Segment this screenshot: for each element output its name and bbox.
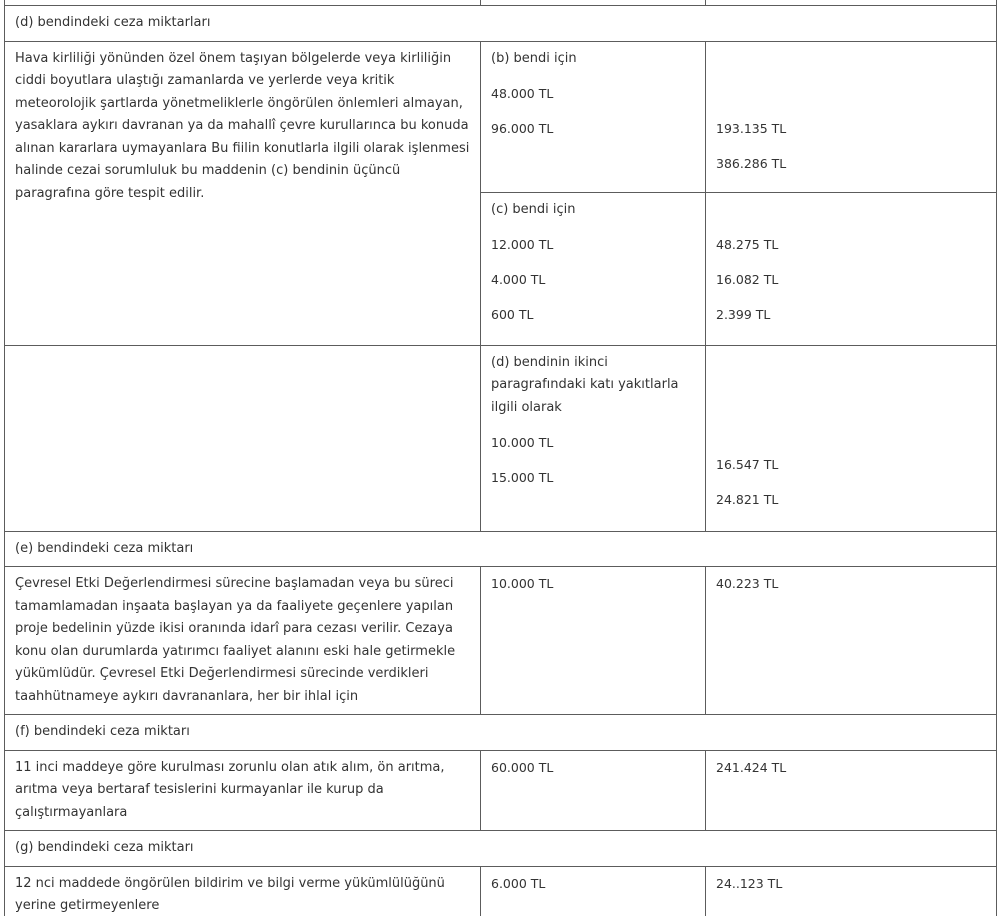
old-amount: 10.000 TL [491,435,554,450]
old-amount: 6.000 TL [491,875,546,891]
new-amount: 24..123 TL [716,875,783,891]
section-heading-row [5,715,997,751]
description-text: Hava kirliliği yönünden özel önem taşıyan bölgelerde veya kirliliğin ciddi boyutlara ulaştığı zamanlarda ve yerlerde veya kritik meteorolojik şartlarda yönetmeliklerle öngörülen önlemleri almayan, yasaklara aykırı davranan ya da mahallî çevre kurullarınca bu konuda alınan kararlara uymayanlara Bu fiilin konutlarla ilgili olarak işlenmesi halinde cezai sorumluluk bu maddenin (c) bendinin üçüncü paragrafına göre tespit edilir. [15,50,470,201]
section-heading-g: (g) bendindeki ceza miktarı [5,831,997,867]
old-amount: 15.000 TL [491,470,554,485]
new-amount-cell [706,866,997,916]
description-text: Çevresel Etki Değerlendirmesi sürecine başlamadan veya bu süreci tamamlamadan inşaata başlayan ya da faaliyete geçenlere yapılan proje bedelinin yüzde ikisi oranında idarî para cezası verilir. Cezaya konu olan durumlarda yatırımcı faaliyet alanını eski hale getirmekle yükümlüdür. Çevresel Etki Değerlendirmesi sürecinde verdikleri taahhütnameye aykırı davrananlara, her bir ihlal için [15,576,456,704]
new-amount: 2.399 TL [716,306,771,322]
description-text: 12 nci maddede öngörülen bildirim ve bilgi verme yükümlülüğünü yerine getirmeyenlere [15,875,445,913]
description-text: 11 inci maddeye göre kurulması zorunlu olan atık alım, ön arıtma, arıtma veya bertaraf tesislerini kurmayanlar ile kurup da çalıştırmayanlara [15,759,445,820]
old-amount: 48.000 TL [491,86,554,101]
section-heading-row [5,831,997,867]
new-amount: 241.424 TL [716,759,787,775]
table-row [5,750,997,831]
description-cell [5,41,481,345]
new-amount: 16.547 TL [716,456,779,472]
description-cell [5,750,481,831]
old-amount: 10.000 TL [491,576,554,591]
new-amount-cell [706,750,997,831]
penalty-table [4,0,997,916]
old-amount-cell [481,192,706,345]
old-amount: 600 TL [491,307,534,322]
new-amount: 16.082 TL [716,271,779,287]
description-cell [5,866,481,916]
section-heading-f: (f) bendindeki ceza miktarı [5,715,997,751]
subsection-label: (b) bendi için [491,50,577,66]
old-amount-cell [481,866,706,916]
new-amount-cell [706,567,997,715]
description-cell [5,567,481,715]
new-amount: 24.821 TL [716,491,779,507]
old-amount: 60.000 TL [491,759,554,775]
old-amount-cell [481,345,706,531]
old-amount: 4.000 TL [491,272,546,287]
table-row [5,345,997,531]
new-amount: 193.135 TL [716,120,787,136]
old-amount-cell [481,41,706,192]
new-amount: 386.286 TL [716,155,787,171]
table-row [5,567,997,715]
old-amount: 12.000 TL [491,237,554,252]
old-amount-cell [481,567,706,715]
old-amount: 96.000 TL [491,121,554,136]
section-heading-e: (e) bendindeki ceza miktarı [5,531,997,567]
section-heading-row [5,531,997,567]
new-amount-cell [706,192,997,345]
empty-cell [5,345,481,531]
old-amount-cell [481,750,706,831]
new-amount: 40.223 TL [716,576,779,591]
section-heading-d: (d) bendindeki ceza miktarları [5,6,997,42]
table-row [5,41,997,192]
new-amount-cell [706,41,997,192]
subsection-label: (c) bendi için [491,201,576,217]
table-row [5,866,997,916]
new-amount-cell [706,345,997,531]
section-heading-row [5,6,997,42]
new-amount: 48.275 TL [716,236,779,252]
subsection-label: (d) bendinin ikinci paragrafındaki katı yakıtlarla ilgili olarak [491,354,679,415]
